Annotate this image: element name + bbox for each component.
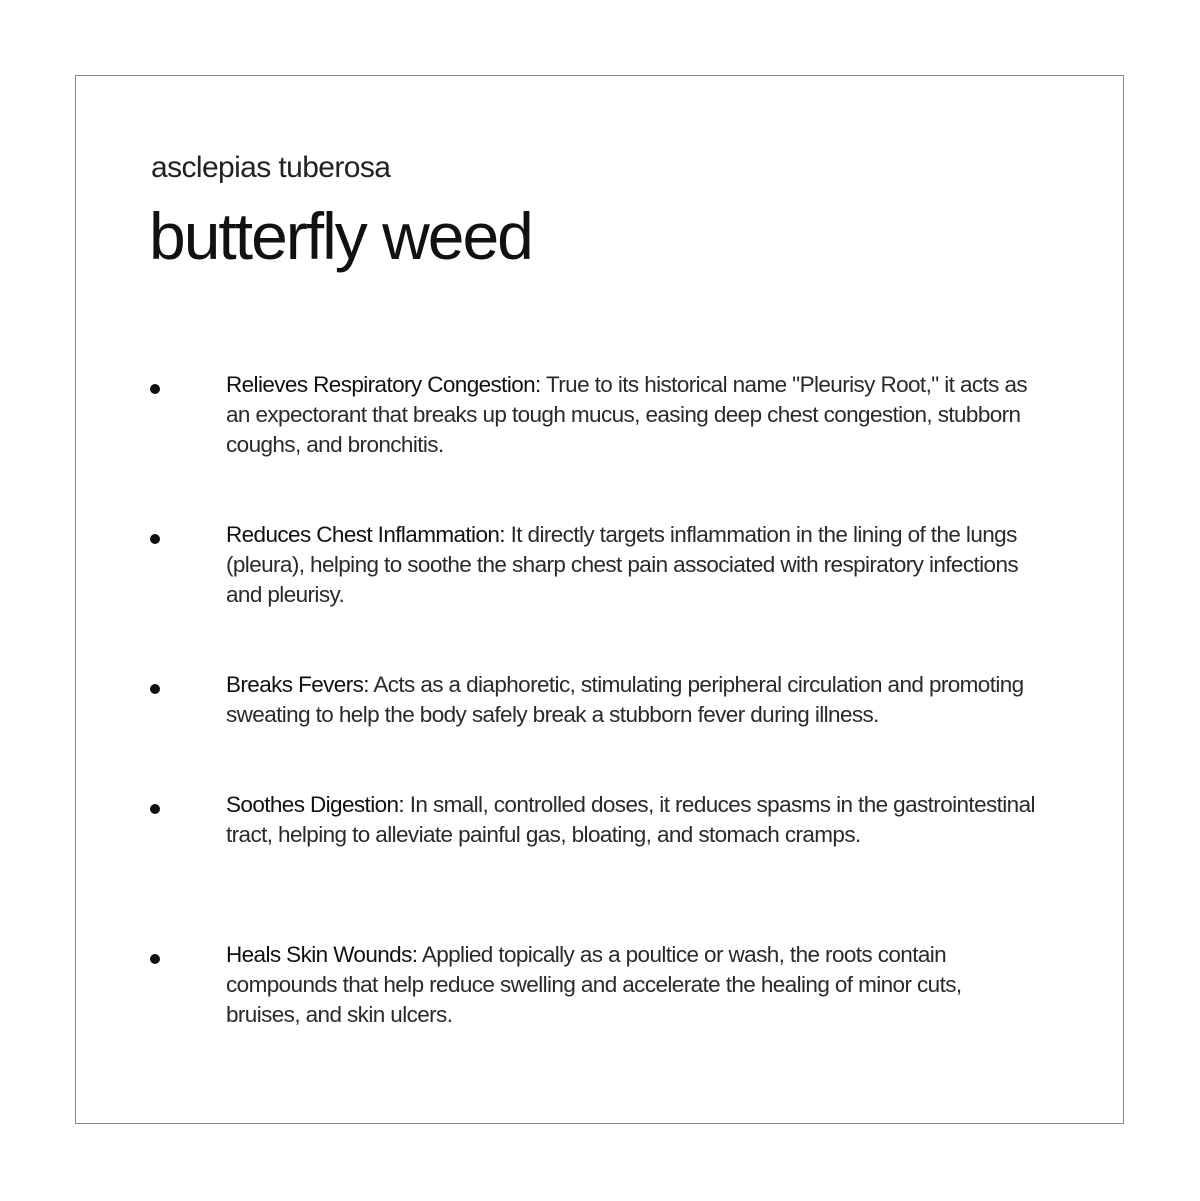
benefit-text: [226, 790, 1036, 850]
benefit-text: [226, 670, 1036, 730]
scientific-name: asclepias tuberosa: [151, 151, 391, 184]
benefit-text: [226, 520, 1036, 610]
bullet-icon: [150, 804, 160, 814]
benefit-text: [226, 370, 1036, 460]
bullet-icon: [150, 954, 160, 964]
bullet-icon: [150, 684, 160, 694]
benefit-heading: Reduces Chest Inflammation:: [226, 522, 505, 547]
benefit-body: It directly targets inflammation in the lining of the lungs (pleura), helping to soothe the sharp chest pain associated with respiratory infections and pleurisy.: [226, 522, 1019, 607]
benefit-heading: Soothes Digestion:: [226, 792, 405, 817]
benefit-body: True to its historical name "Pleurisy Root," it acts as an expectorant that breaks up tough mucus, easing deep chest congestion, stubborn coughs, and bronchitis.: [226, 372, 1028, 457]
document-card: [75, 75, 1124, 1124]
benefit-body: Acts as a diaphoretic, stimulating peripheral circulation and promoting sweating to help the body safely break a stubborn fever during illness.: [226, 672, 1024, 727]
benefit-body: Applied topically as a poultice or wash, the roots contain compounds that help reduce swelling and accelerate the healing of minor cuts, bruises, and skin ulcers.: [226, 942, 962, 1027]
bullet-icon: [150, 384, 160, 394]
benefit-text: [226, 940, 1036, 1030]
benefit-body: In small, controlled doses, it reduces spasms in the gastrointestinal tract, helping to alleviate painful gas, bloating, and stomach cramps.: [226, 792, 1035, 847]
common-name-title: butterfly weed: [149, 199, 532, 273]
benefit-heading: Relieves Respiratory Congestion:: [226, 372, 541, 397]
benefit-heading: Heals Skin Wounds:: [226, 942, 418, 967]
bullet-icon: [150, 534, 160, 544]
benefit-heading: Breaks Fevers:: [226, 672, 369, 697]
